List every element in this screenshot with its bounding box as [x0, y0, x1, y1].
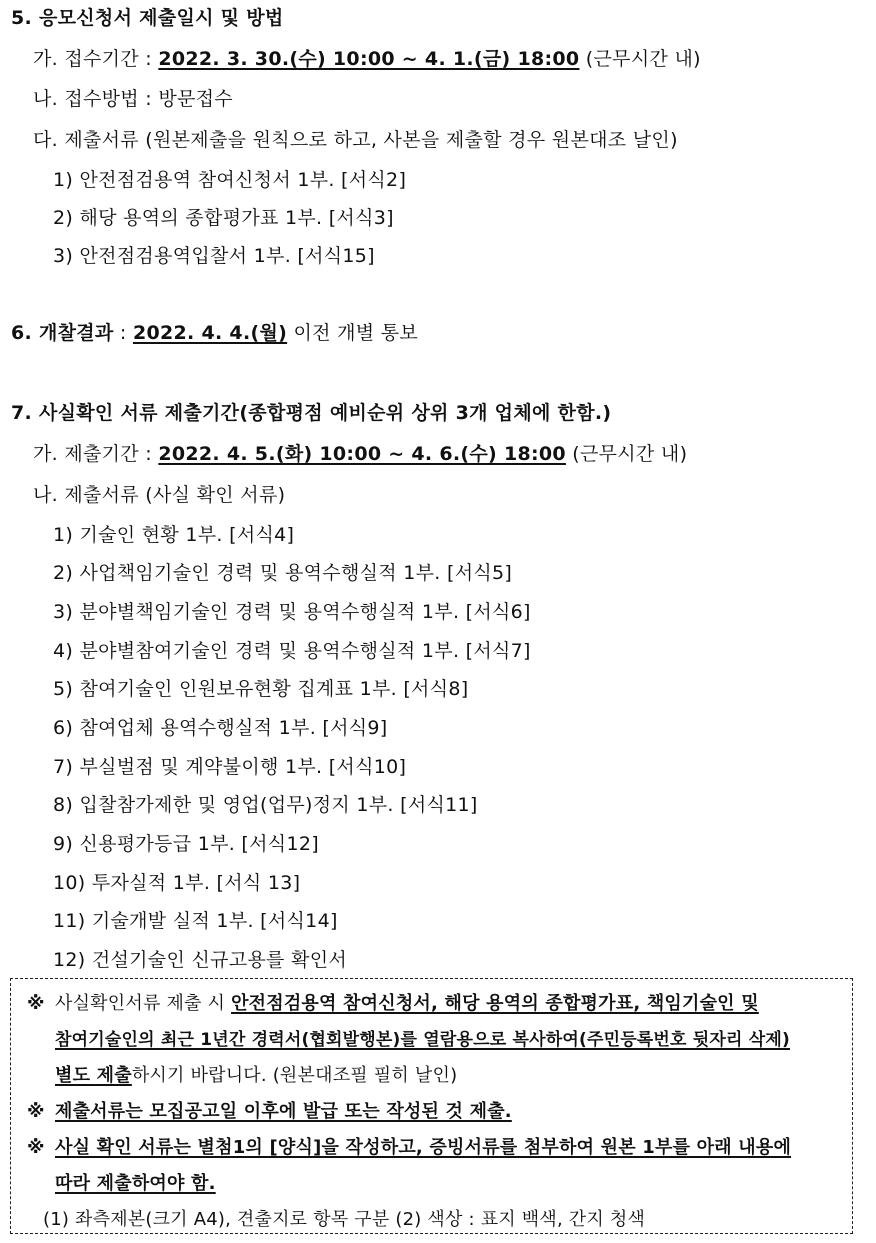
section-5-period-date: 2022. 3. 30.(수) 10:00 ~ 4. 1.(금) 18:00 [158, 48, 580, 70]
notice-3-line-1: 사실 확인 서류는 별첨1의 [양식]을 작성하고, 증빙서류를 첨부하여 원본 1부를 아래 내용에 [55, 1137, 792, 1158]
section-7-item-7: 7) 부실벌점 및 계약불이행 1부. [서식10] [53, 756, 407, 778]
notice-mark-2: ※ [27, 1101, 45, 1122]
notice-mark-3: ※ [27, 1137, 45, 1158]
section-7-item-2: 2) 사업책임기술인 경력 및 용역수행실적 1부. [서식5] [53, 562, 513, 584]
section-5-docs: 다. 제출서류 (원본제출을 원칙으로 하고, 사본을 제출할 경우 원본대조 날인) [33, 129, 678, 151]
notice-1-bold-1: 안전점검용역 참여신청서, 해당 용역의 종합평가표, 책임기술인 및 [231, 993, 759, 1014]
section-7-period-label: 가. 제출기간 : [33, 443, 159, 465]
section-7-item-5: 5) 참여기술인 인원보유현황 집계표 1부. [서식8] [53, 678, 469, 700]
section-5-period-label: 가. 접수기간 : [33, 48, 159, 70]
section-7-title: 7. 사실확인 서류 제출기간(종합평점 예비순위 상위 3개 업체에 한함.) [11, 402, 612, 424]
section-5-period [33, 46, 701, 72]
notice-1-bold-3: 별도 제출 [55, 1065, 132, 1086]
section-7-period-date: 2022. 4. 5.(화) 10:00 ~ 4. 6.(수) 18:00 [158, 443, 566, 465]
section-7-item-6: 6) 참여업체 용역수행실적 1부. [서식9] [53, 717, 388, 739]
notice-mark-1: ※ [27, 993, 45, 1014]
section-7-item-4: 4) 분야별참여기술인 경력 및 용역수행실적 1부. [서식7] [53, 640, 531, 662]
section-5-item-2: 2) 해당 용역의 종합평가표 1부. [서식3] [53, 207, 394, 229]
section-7-item-11: 11) 기술개발 실적 1부. [서식14] [53, 910, 338, 932]
section-7-period-tail: (근무시간 내) [565, 443, 688, 465]
section-5-item-3: 3) 안전점검용역입찰서 1부. [서식15] [53, 245, 375, 267]
section-7-item-10: 10) 투자실적 1부. [서식 13] [53, 872, 301, 894]
section-5-method: 나. 접수방법 : 방문접수 [33, 88, 233, 110]
section-5-period-tail: (근무시간 내) [579, 48, 701, 70]
section-7-item-1: 1) 기술인 현황 1부. [서식4] [53, 524, 295, 546]
notice-1-line-2: 참여기술인의 최근 1년간 경력서(협회발행본)를 열람용으로 복사하여(주민등록번호 뒷자리 삭제) [55, 1030, 790, 1050]
section-7-docs: 나. 제출서류 (사실 확인 서류) [33, 484, 286, 506]
notice-1-plain: 사실확인서류 제출 시 [55, 993, 232, 1014]
section-6-date: 2022. 4. 4.(월) [132, 322, 288, 344]
notice-1-line-1 [55, 991, 759, 1017]
section-7-item-12: 12) 건설기술인 신규고용를 확인서 [53, 949, 348, 971]
section-7-item-9: 9) 신용평가등급 1부. [서식12] [53, 833, 319, 855]
section-7-item-8: 8) 입찰참가제한 및 영업(업무)정지 1부. [서식11] [53, 794, 478, 816]
notice-1-tail: 하시기 바랍니다. (원본대조필 필히 날인) [131, 1065, 458, 1086]
notice-footnote: (1) 좌측제본(크기 A4), 견출지로 항목 구분 (2) 색상 : 표지 백색, 간지 청색 [43, 1209, 646, 1230]
notice-box [10, 978, 853, 1234]
section-6-tail: 이전 개별 통보 [287, 322, 419, 344]
section-6 [11, 320, 418, 346]
section-6-label: 6. 개찰결과 [11, 322, 114, 344]
section-7-period [33, 441, 687, 467]
notice-2: 제출서류는 모집공고일 이후에 발급 또는 작성된 것 제출. [55, 1101, 512, 1122]
notice-1-line-3 [55, 1063, 457, 1089]
section-5-title: 5. 응모신청서 제출일시 및 방법 [11, 7, 284, 29]
section-6-colon: : [113, 322, 133, 344]
section-7-item-3: 3) 분야별책임기술인 경력 및 용역수행실적 1부. [서식6] [53, 601, 531, 623]
notice-3-line-2: 따라 제출하여야 함. [55, 1173, 216, 1194]
section-5-item-1: 1) 안전점검용역 참여신청서 1부. [서식2] [53, 169, 407, 191]
